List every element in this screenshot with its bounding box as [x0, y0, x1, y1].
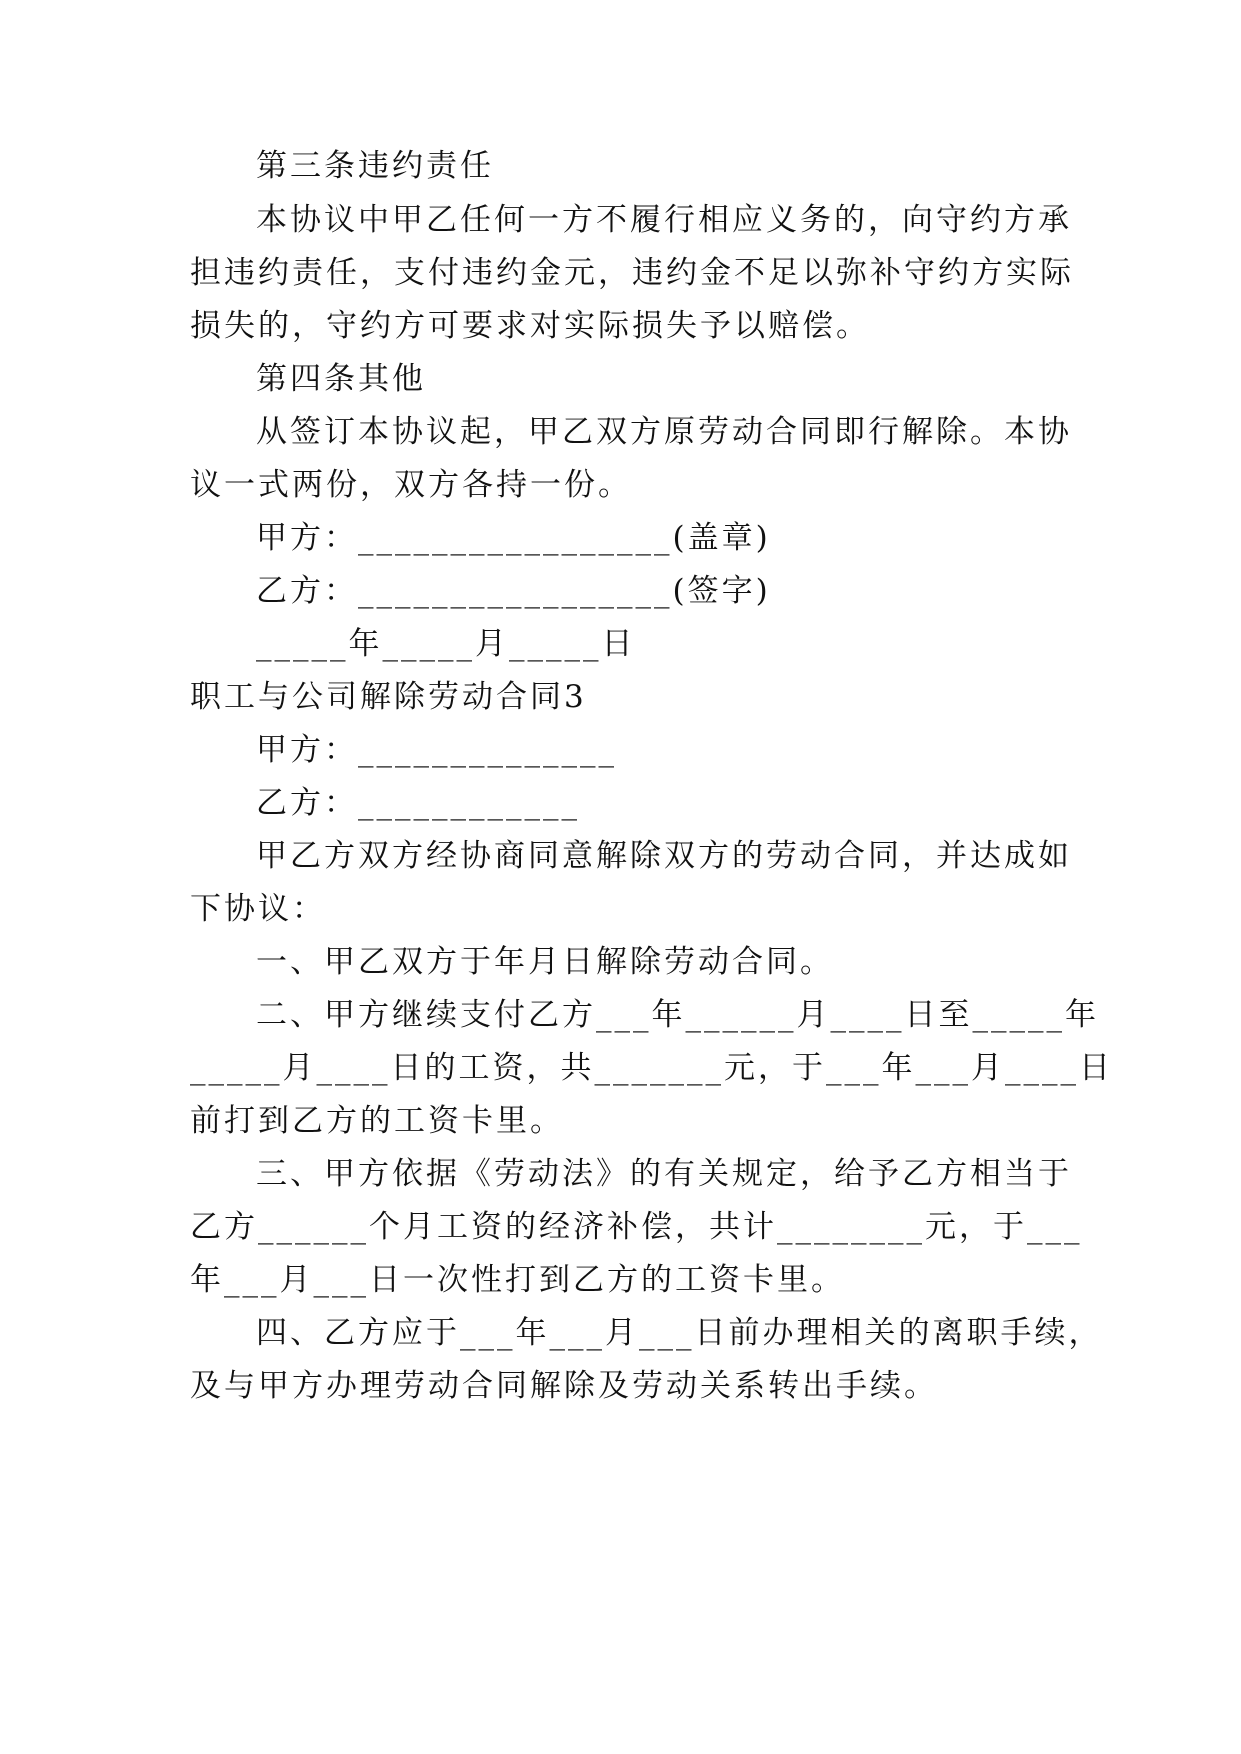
- section-heading-other: 第四条其他: [256, 361, 426, 397]
- clause-four: 四、乙方应于___年___月___日前办理相关的离职手续，: [256, 1315, 1103, 1351]
- clause-two: 二、甲方继续支付乙方___年______月____日至_____年: [256, 997, 1099, 1033]
- paragraph-line: 从签订本协议起，甲乙双方原劳动合同即行解除。本协: [256, 414, 1072, 450]
- paragraph-line: 年___月___日一次性打到乙方的工资卡里。: [190, 1262, 845, 1298]
- paragraph-line: 前打到乙方的工资卡里。: [190, 1103, 564, 1139]
- paragraph-line: 议一式两份，双方各持一份。: [190, 467, 632, 503]
- clause-three: 三、甲方依据《劳动法》的有关规定，给予乙方相当于: [256, 1156, 1072, 1192]
- party-b-line: 乙方：____________: [256, 785, 580, 821]
- clause-one: 一、甲乙双方于年月日解除劳动合同。: [256, 944, 834, 980]
- paragraph-line: _____月____日的工资，共_______元，于___年___月____日: [190, 1050, 1113, 1086]
- paragraph-line: 下协议：: [190, 891, 326, 927]
- contract-title: 职工与公司解除劳动合同3: [190, 679, 587, 715]
- paragraph-line: 本协议中甲乙任何一方不履行相应义务的，向守约方承: [256, 202, 1072, 238]
- party-a-seal-line: 甲方：_________________(盖章): [256, 520, 771, 556]
- party-b-sign-line: 乙方：_________________(签字): [256, 573, 771, 609]
- paragraph-line: 乙方______个月工资的经济补偿，共计________元，于___: [190, 1209, 1083, 1245]
- paragraph-line: 及与甲方办理劳动合同解除及劳动关系转出手续。: [190, 1368, 938, 1404]
- paragraph-line: 甲乙方双方经协商同意解除双方的劳动合同，并达成如: [256, 838, 1072, 874]
- section-heading-breach-liability: 第三条违约责任: [256, 148, 494, 184]
- party-a-line: 甲方：______________: [256, 732, 617, 768]
- date-line: _____年_____月_____日: [256, 626, 636, 662]
- paragraph-line: 损失的，守约方可要求对实际损失予以赔偿。: [190, 308, 870, 344]
- paragraph-line: 担违约责任，支付违约金元，违约金不足以弥补守约方实际: [190, 255, 1074, 291]
